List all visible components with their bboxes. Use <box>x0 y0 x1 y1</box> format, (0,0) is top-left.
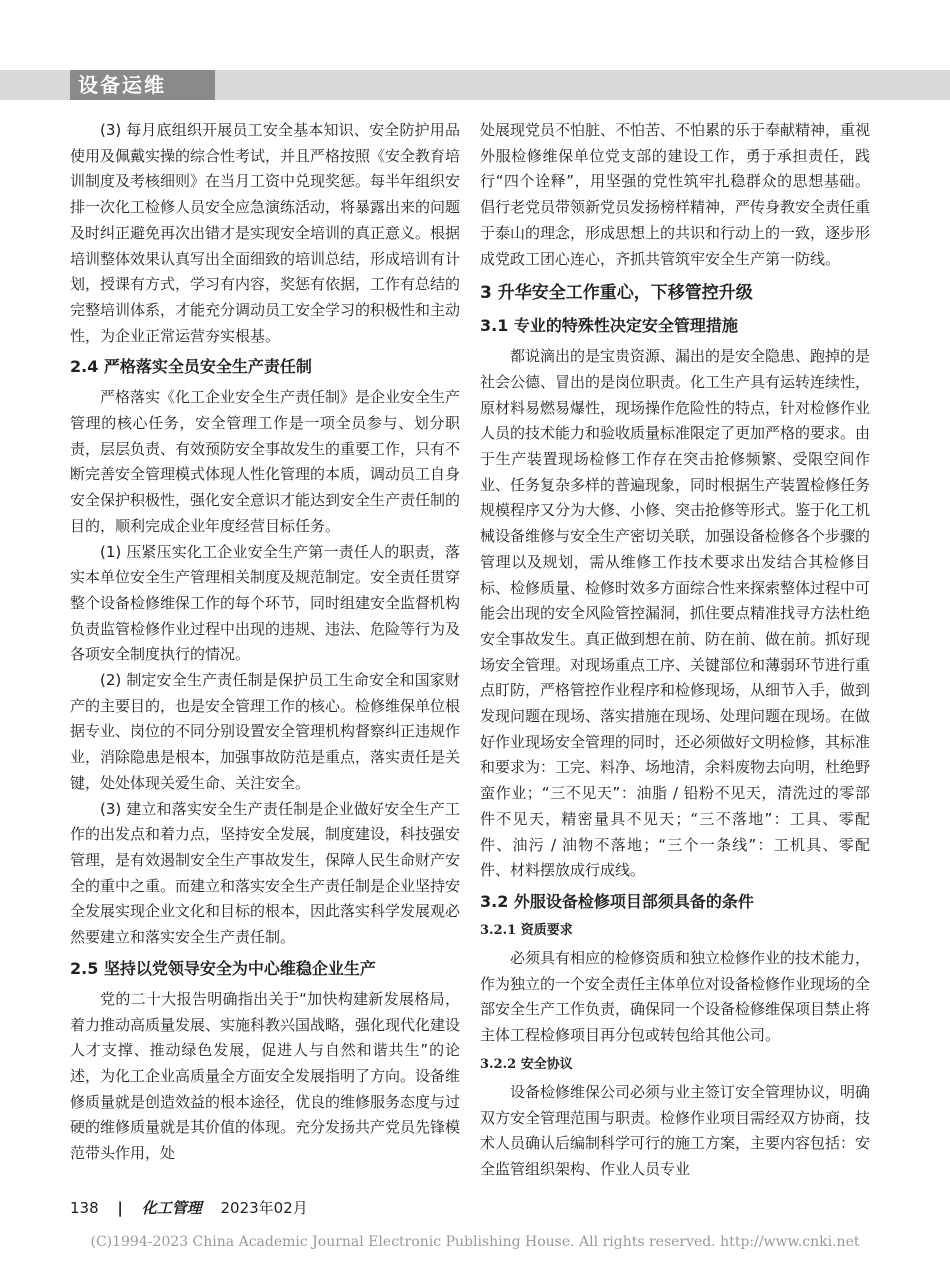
paragraph: 必须具有相应的检修资质和独立检修作业的技术能力，作为独立的一个安全责任主体单位对设备检修作业现场的全部安全生产工作负责，确保同一个设备检修维保项目禁止将主体工程检修项目再分包或转包给其他公司。 <box>480 948 871 1045</box>
paragraph: 都说滴出的是宝贵资源、漏出的是安全隐患、跑掉的是社会公德、冒出的是岗位职责。化工生产具有运转连续性，原材料易燃易爆性，现场操作危险性的特点，针对检修作业人员的技术能力和验收质量标准限定了更加严格的要求。由于生产装置现场检修工作存在突击抢修频繁、受限空间作业、任务复杂多样的普遍现象，同时根据生产装置检修任务规模程序又分为大修、小修、突击抢修等形式。鉴于化工机械设备维修与安全生产密切关联，加强设备检修各个步骤的管理以及规划，需从维修工作技术要求出发结合其检修目标、检修质量、检修时效多方面综合性来探索整体过程中可能会出现的安全风险管控漏洞，抓住要点精准找寻方法杜绝安全事故发生。真正做到想在前、防在前、做在前。抓好现场安全管理。对现场重点工序、关键部位和薄弱环节进行重点盯防，严格管控作业程序和检修现场，从细节入手，做到发现问题在现场、落实措施在现场、处理问题在现场。在做好作业现场安全管理的同时，还必须做好文明检修，其标准和要求为：工完、料净、场地清，余料废物去向明，杜绝野蛮作业；“三不见天”：油脂 / 铅粉不见天，清洗过的零部件不见天，精密量具不见天；“三不落地”：工具、零配件、油污 / 油物不落地；“三个一条线”：工机具、零配件、材料摆放成行成线。 <box>480 347 871 880</box>
footer-separator: | <box>117 1199 123 1217</box>
paragraph: (3) 每月底组织开展员工安全基本知识、安全防护用品使用及佩戴实操的综合性考试，并且严格按照《安全教育培训制度及考核细则》在当月工资中兑现奖惩。每半年组织安排一次化工检修人员安全应急演练活动，将暴露出来的问题及时纠正避免再次出错才是实现安全培训的真正意义。根据培训整体效果认真写出全面细致的培训总结，形成培训有计划，授课有方式，学习有内容，奖惩有依据，工作有总结的完整培训体系，才能充分调动员工安全学习的积极性和主动性，为企业正常运营夯实根基。 <box>70 121 461 345</box>
right-column <box>480 118 870 1183</box>
heading-3: 3 升华安全工作重心，下移管控升级 <box>480 283 753 304</box>
paragraph: 设备检修维保公司必须与业主签订安全管理协议，明确双方安全管理范围与职责。检修作业项目需经双方协商，技术人员确认后编制科学可行的施工方案，主要内容包括：安全监管组织架构、作业人员专业 <box>480 1082 871 1178</box>
heading-3-2-1: 3.2.1 资质要求 <box>480 922 573 938</box>
copyright-watermark: (C)1994-2023 China Academic Journal Electronic Publishing House. All rights reserved. http://www.cnki.net <box>90 1234 860 1250</box>
paragraph: 党的二十大报告明确指出关于“加快构建新发展格局，着力推动高质量发展、实施科教兴国战略，强化现代化建设人才支撑、推动绿色发展，促进人与自然和谐共生”的论述，为化工企业高质量全方面安全发展指明了方向。设备维修质量就是创造效益的根本途径，优良的维修服务态度与过硬的维修质量就是其价值的体现。充分发扬共产党员先锋模范带头作用，处 <box>70 989 461 1163</box>
page-number: 138 <box>70 1199 99 1217</box>
heading-3-2-2: 3.2.2 安全协议 <box>480 1056 573 1072</box>
heading-2-5: 2.5 坚持以党领导安全为中心维稳企业生产 <box>70 958 376 978</box>
paragraph: 严格落实《化工企业安全生产责任制》是企业安全生产管理的核心任务，安全管理工作是一项全员参与、划分职责，层层负责、有效预防安全事故发生的重要工作，只有不断完善安全管理模式体现人性化管理的本质，调动员工自身安全保护积极性，强化安全意识才能达到安全生产责任制的目的，顺利完成企业年度经营目标任务。 <box>70 388 461 535</box>
paragraph: (1) 压紧压实化工企业安全生产第一责任人的职责，落实本单位安全生产管理相关制度及规范制定。安全责任贯穿整个设备检修维保工作的每个环节，同时组建安全监督机构负责监管检修作业过程中出现的违规、违法、危险等行为及各项安全制度执行的情况。 <box>70 542 461 664</box>
page-footer <box>70 1196 308 1220</box>
journal-name: 化工管理 <box>141 1199 202 1217</box>
section-label: 设备运维 <box>70 70 215 100</box>
paragraph: (2) 制定安全生产责任制是保护员工生命安全和国家财产的主要目的，也是安全管理工作的核心。检修维保单位根据专业、岗位的不同分别设置安全管理机构督察纠正违规作业，消除隐患是根本，加强事故防范是重点，落实责任是关键，处处体现关爱生命、关注安全。 <box>70 671 461 792</box>
heading-3-2: 3.2 外服设备检修项目部须具备的条件 <box>480 891 754 911</box>
paragraph: (3) 建立和落实安全生产责任制是企业做好安全生产工作的出发点和着力点，坚持安全发展，制度建设，科技强安管理，是有效遏制安全生产事故发生，保障人民生命财产安全的重中之重。而建立和落实安全生产责任制是企业坚持安全发展实现企业文化和目标的根本，因此落实科学发展观必然要建立和落实安全生产责任制。 <box>70 799 461 947</box>
heading-2-4: 2.4 严格落实全员安全生产责任制 <box>70 357 312 377</box>
heading-3-1: 3.1 专业的特殊性决定安全管理措施 <box>480 316 738 336</box>
paragraph: 处展现党员不怕脏、不怕苦、不怕累的乐于奉献精神，重视外服检修维保单位党支部的建设工作，勇于承担责任，践行“四个诠释”，用坚强的党性筑牢扎稳群众的思想基础。倡行老党员带领新党员发扬榜样精神，严传身教安全责任重于泰山的理念，形成思想上的共识和行动上的一致，逐步形成党政工团心连心，齐抓共管筑牢安全生产第一防线。 <box>480 121 871 268</box>
left-column <box>70 118 460 1167</box>
issue-date: 2023年02月 <box>220 1199 308 1217</box>
